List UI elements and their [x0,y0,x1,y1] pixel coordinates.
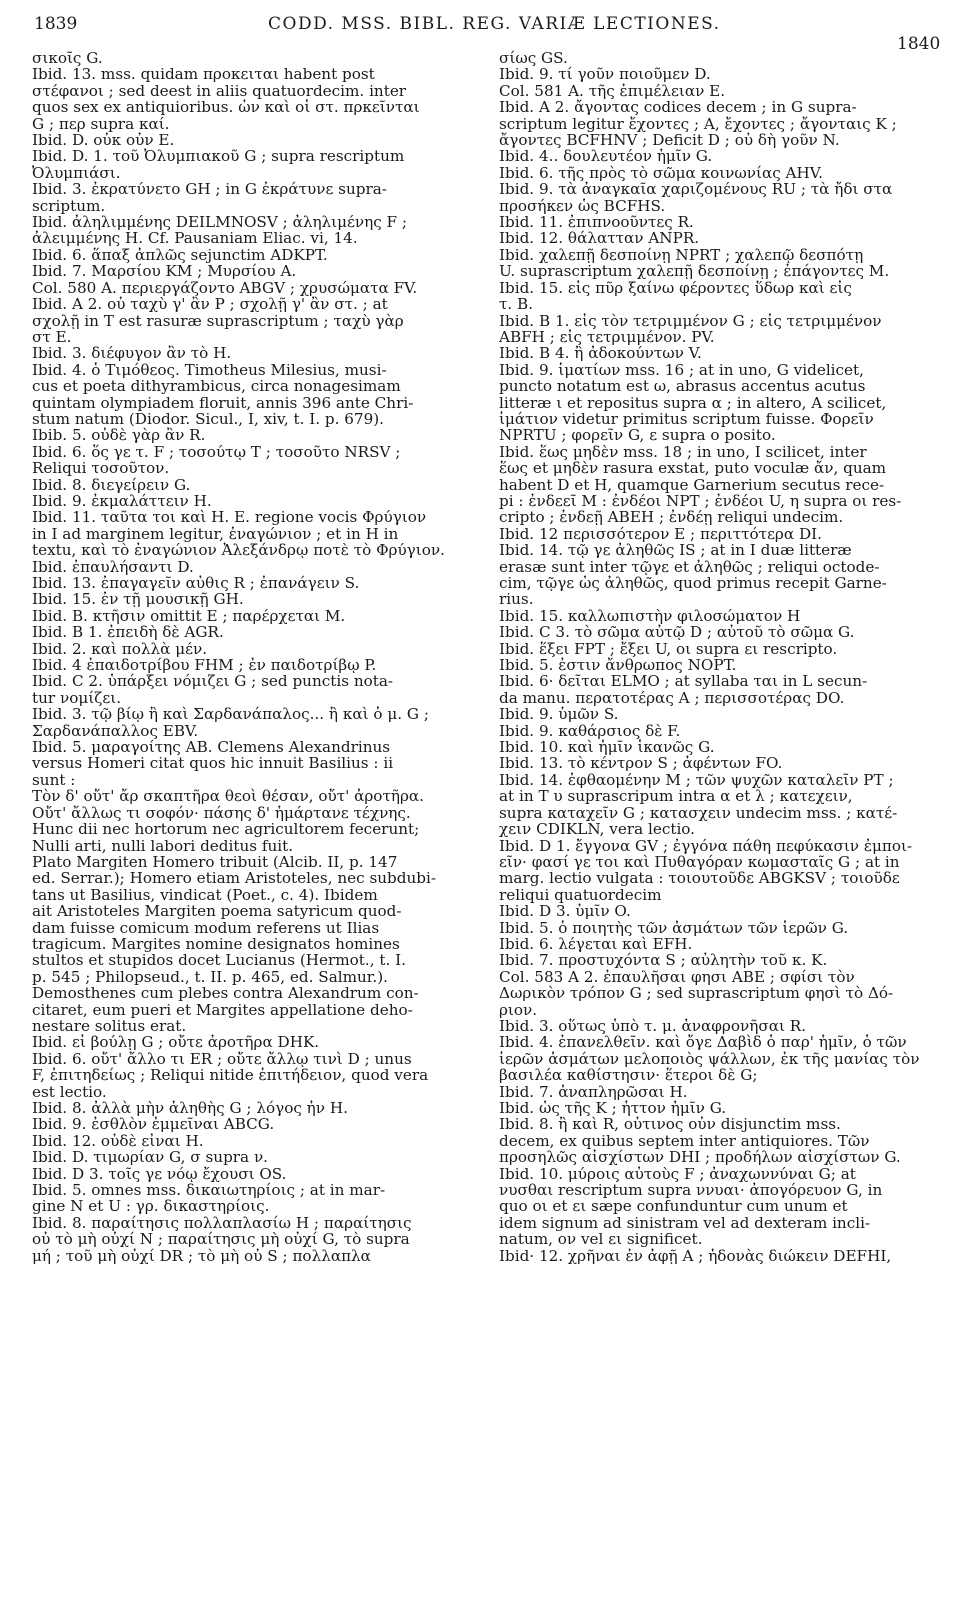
text-line: ριον. [499,1001,538,1018]
text-line: Δωρικὸν τρόπον G ; sed suprascriptum φησὶ τὸ Δό- [499,985,894,1002]
text-line: Ibid. B 4. ἢ ἀδοκούντων V. [499,345,702,362]
text-line: Ibid. 12. θάλατταν ANPR. [499,230,700,247]
text-line: reliqui quatuordecim [499,886,662,904]
text-line: dam fuisse comicum modum referens ut Ilias [32,919,380,936]
text-line: pi : ἐνδεεῖ M : ἐνδέοι NPT ; ἐνδέοι U, η supra οι res- [499,492,902,510]
text-line: supra καταχεῖν G ; κατασχειν undecim mss. ; κατέ- [499,804,898,822]
text-line: Ibid. 3. ἐκρατύνετο GH ; in G ἐκράτυνε supra- [32,181,387,198]
text-line: Nulli arti, nulli labori deditus fuit. [32,837,294,854]
text-line: da manu. περατοτέρας A ; περισσοτέρας DO. [499,689,845,707]
text-line: Ibid. B. κτῆσιν omittit E ; παρέρχεται M. [32,607,346,625]
text-line: marg. lectio vulgata : τοιουτοῦδε ABGKSV ; τοιοῦδε [499,870,900,887]
text-line: Ibid. 9. καθάρσιος δὲ F. [499,722,681,740]
text-line: Ibid. 7. προστυχόντα S ; αὐλητὴν τοῦ κ. K. [499,952,828,969]
text-line: σικοῖς G. [32,50,103,67]
text-line: est lectio. [32,1083,107,1100]
text-line: Ibid. B 1. ἐπειδὴ δὲ AGR. [32,624,224,641]
text-line: puncto notatum est ω, abrasus accentus acutus [499,378,866,395]
text-line: Ibid. 5. omnes mss. δικαιωτηρίοις ; at in mar- [32,1182,386,1199]
text-line: Ibid. 6. ὅς γε τ. F ; τοσούτῳ T ; τοσοῦτο NRSV ; [32,443,401,461]
text-line: gine N et U : γρ. δικαστηρίοις. [32,1198,270,1215]
text-line: tragicum. Margites nomine designatos homines [32,935,400,953]
text-line: Ibid. ἕξει FPT ; ἔξει U, οι supra ει rescripto. [499,640,838,658]
text-line: Ibid. 12. οὐδὲ εἶναι H. [32,1132,204,1150]
text-line: Ibid. ὡς τῆς K ; ἧττον ἡμῖν G. [499,1100,727,1117]
text-line: ed. Serrar.); Homero etiam Aristoteles, nec subdubi- [32,870,436,887]
text-line: Ibid. 5. ἐστιν ἄνθρωπος NOPT. [499,657,737,674]
text-line: tans ut Basilius, vindicat (Poet., c. 4). Ibidem [32,886,378,904]
text-line: Ibid. 14. τῷ γε ἀληθῶς IS ; at in I duæ litteræ [499,542,852,559]
text-line: Ibid. 9. ἱματίων mss. 16 ; at in uno, G videlicet, [499,361,864,379]
text-line: Ibid. D. τιμωρίαν G, σ supra ν. [32,1149,268,1166]
text-line: U. suprascriptum χαλεπῇ δεσποίνῃ ; ἐπάγοντες M. [499,263,890,280]
text-line: Ibid. 15. καλλωπιστὴν φιλοσώματον H [499,607,801,625]
text-line: νυσθαι rescriptum supra ννυαι· ἀπογόρευον G, in [499,1182,883,1199]
text-line: Ibid. 10. καὶ ἡμῖν ἱκανῶς G. [499,739,715,756]
text-line: in I ad marginem legitur, ἐναγώνιον ; et in H in [32,525,399,543]
text-line: στ E. [32,328,72,346]
text-line: Ibid. D. 1. τοῦ Ὀλυμπιακοῦ G ; supra rescriptum [32,148,405,165]
text-line: erasæ sunt inter τῷγε et ἀληθῶς ; reliqui octode- [499,558,880,575]
text-line: Ibid. 13. ἐπαγαγεῖν αὖθις R ; ἐπανάγειν S. [32,575,360,592]
text-line: ἱερῶν ἀσμάτων μελοποιὸς ψάλλων, ἐκ τῆς μανίας τὸν [499,1050,920,1068]
text-line: ABFH ; εἰς τετριμμένον. PV. [499,328,715,346]
text-line: Ibid. 4. ὁ Τιμόθεος. Timotheus Milesius, musi- [32,361,387,379]
text-line: Col. 580 A. περιεργάζοντο ABGV ; χρυσώματα FV. [32,279,418,297]
text-line: Ibid. C 2. ὑπάρξει νόμιζει G ; sed punctis nota- [32,673,394,690]
text-line: ἕως et μηδὲν rasura exstat, puto voculæ ἄν, quam [499,460,887,477]
text-line: scriptum legitur ἔχοντες ; A, ἔχοντες ; ἄγονταις K ; [499,115,897,133]
text-line: Ibid. 4 ἐπαιδοτρίβου FHM ; ἐν παιδοτρίβῳ P. [32,657,377,674]
page-number-left: 1839 [34,14,78,34]
text-line: χειν CDIKLN, vera lectio. [499,821,696,838]
text-line: habent D et H, quamque Garnerium secutus rece- [499,476,885,493]
text-line: Ibid. 9. τὰ ἀναγκαῖα χαριζομένους RU ; τὰ ἤδι στα [499,181,893,198]
text-line: Ibid. 3. οὕτως ὑπὸ τ. μ. ἀναφρονῆσαι R. [499,1017,806,1035]
text-line: Ibid. B 1. εἰς τὸν τετριμμένον G ; εἰς τετριμμένον [499,312,882,329]
text-line: Ibid. 2. καὶ πολλὰ μέν. [32,640,208,658]
text-line: Ibid. 15. ἐν τῇ μουσικῇ GH. [32,591,244,608]
text-line: Ibid. D 1. ἔγγονα GV ; ἐγγόνα πάθη πεφύκασιν ἐμποι- [499,837,913,854]
text-line: scriptum. [32,197,106,215]
text-line: Ibid. 8. διεγείρειν G. [32,476,191,493]
text-line: εῖν· φασί γε τοι καὶ Πυθαγόραν κωμασταῖς G ; at in [499,853,900,871]
text-line: Ibid. 13. mss. quidam προκειται habent post [32,66,375,83]
text-line: citaret, eum pueri et Margites appellatione deho- [32,1001,413,1018]
text-line: idem signum ad sinistram vel ad dexteram incli- [499,1214,871,1232]
text-line: cus et poeta dithyrambicus, circa nonagesimam [32,378,401,395]
text-line: F, ἐπιτηδείως ; Reliqui nitide ἐπιτήδειον, quod vera [32,1067,429,1084]
text-line: Ibid. 7. Μαρσίου KM ; Μυρσίου A. [32,263,297,280]
text-line: Ibid. 9. ὑμῶν S. [499,706,619,723]
text-line: Ibid. 14. ἐφθαομένην M ; τῶν ψυχῶν καταλεῖν PT ; [499,771,894,789]
text-line: Ibid. D 3. τοῖς γε νόῳ ἔχουσι OS. [32,1165,287,1183]
text-line: Plato Margiten Homero tribuit (Alcib. II, p. 147 [32,853,398,871]
text-line: βασιλέα καθίστησιν· ἕτεροι δὲ G; [499,1067,758,1084]
text-line: cim, τῷγε ὡς ἀληθῶς, quod primus recepit Garne- [499,575,887,592]
text-line: Ibid. 15. εἰς πῦρ ξαίνω φέροντες ὕδωρ καὶ εἰς [499,279,852,297]
text-line: Ibid. 9. τί γοῦν ποιοῦμεν D. [499,66,711,83]
text-line: textu, καὶ τὸ ἐναγώνιον Ἀλεξάνδρῳ ποτὲ τὸ Φρύγιον. [32,542,445,559]
text-line: Ibid. 5. ὁ ποιητὴς τῶν ἀσμάτων τῶν ἱερῶν G. [499,919,849,936]
text-line: Ibid. A 2. οὐ ταχὺ γ' ἂν P ; σχολῇ γ' ἂν στ. ; at [32,296,388,313]
text-line: Οὔτ' ἄλλως τι σοφόν· πάσης δ' ἡμάρτανε τέχνης. [32,804,411,822]
text-line: Ὀλυμπιάσι. [32,164,121,182]
text-line: Col. 583 A 2. ἐπαυλῆσαι φησι ABE ; σφίσι τὸν [499,968,855,986]
text-line: Ibid. 3. τῷ βίῳ ἢ καὶ Σαρδανάπαλος... ἢ καὶ ὁ μ. G ; [32,706,429,723]
text-line: ἄγοντες BCFHNV ; Deficit D ; οὐ δὴ γοῦν N. [499,132,840,149]
page-number-right: 1840 [897,34,941,54]
text-line: Ibid. 8. ἢ καὶ R, οὐτινος οὖν disjunctim mss. [499,1116,841,1133]
text-line: Hunc dii nec hortorum nec agricultorem fecerunt; [32,821,420,838]
text-line: Ibid. 4. ἐπανελθεῖν. καὶ ὄγε Δαβὶδ ὁ παρ' ἡμῖν, ὁ τῶν [499,1034,907,1051]
text-line: ἀλειμμένης H. Cf. Pausaniam Eliac. vi, 14. [32,230,358,247]
text-line: Ibid. 4.. δουλευτέον ἡμῖν G. [499,148,713,165]
text-line: Τὸν δ' οὔτ' ἄρ σκαπτῆρα θεοὶ θέσαν, οὔτ' ἀροτῆρα. [32,788,424,805]
text-line: Ibid. ἀληλιμμένης DEILMNOSV ; ἀληλιμένης F ; [32,214,408,231]
text-line: versus Homeri citat quos hic innuit Basilius : ii [32,755,394,772]
text-line: Ibid. 6· δεῖται ELMO ; at syllaba ται in L secun- [499,673,868,690]
text-line: σχολῇ in T est rasuræ suprascriptum ; ταχὺ γὰρ [32,312,404,329]
text-line: quos sex ex antiquioribus. ὧν καὶ οἱ στ. πρκεῖνται [32,99,420,116]
text-line: Ibid. 7. ἀναπληρῶσαι H. [499,1083,688,1100]
text-line: quintam olympiadem floruit, annis 396 ante Chri- [32,394,414,411]
text-line: Ibid. 6. λέγεται καὶ EFH. [499,935,693,953]
text-line: stultos et stupidos docet Lucianus (Hermot., t. I. [32,952,406,969]
left-column [32,50,472,1264]
text-line: Ibid. 9. ἐσθλὸν ἐμμεῖναι ABCG. [32,1116,275,1133]
text-line: natum, ον vel ει significet. [499,1231,703,1248]
text-line: Ibid. 8. ἀλλὰ μὴν ἀληθὴς G ; λόγος ἦν H. [32,1100,348,1117]
text-line: Ibid. 5. μαραγοίτης AB. Clemens Alexandrinus [32,739,391,756]
text-line: Demosthenes cum plebes contra Alexandrum con- [32,985,419,1002]
text-line: quo οι et ει sæpe confunduntur cum unum et [499,1198,848,1215]
text-line: μή ; τοῦ μὴ οὐχί DR ; τὸ μὴ οὐ S ; πολλαπλα [32,1247,371,1265]
running-title: CODD. MSS. BIBL. REG. VARIÆ LECTIONES. [268,14,721,34]
text-line: Ibid. 9. ἐκμαλάττειν H. [32,492,212,510]
text-line: Ibid. 13. τὸ κέντρον S ; ἀφέντων FO. [499,755,783,772]
text-line: rius. [499,591,534,608]
text-line: decem, ex quibus septem inter antiquiores. Τῶν [499,1132,870,1150]
text-line: ἱμάτιον videtur primitus scriptum fuisse. Φορεῖν [499,410,874,428]
text-line: Ibid. 11. ἐπιπνοοῦντες R. [499,214,694,231]
right-column [499,50,939,1264]
text-line: Ibid· 12. χρῆναι ἐν ἀφῇ A ; ἡδονὰς διώκειν DEFHI, [499,1247,892,1265]
text-line: Ibid. ἐπαυλήσαντι D. [32,558,194,575]
text-line: at in T υ suprascripum intra α et λ ; κατεχειν, [499,788,853,805]
text-line: cripto ; ἐνδεῇ ABEH ; ἐνδέῃ reliqui undecim. [499,509,844,526]
text-line: Ibib. 5. οὐδὲ γὰρ ἂν R. [32,427,206,444]
text-line: ait Aristoteles Margiten poema satyricum quod- [32,903,402,920]
text-line: προσηλῶς αἰσχίστων DHI ; προδήλων αἰσχίστων G. [499,1149,901,1166]
text-line: Ibid. 6. ἅπαξ ἁπλῶς sejunctim ADKPT. [32,246,328,264]
text-line: Ibid. 6. οὔτ' ἄλλο τι ER ; οὔτε ἄλλῳ τινὶ D ; unus [32,1050,412,1068]
text-line: Ibid. 11. ταῦτα τοι καὶ H. E. regione vocis Φρύγιον [32,509,427,526]
text-line: Reliqui τοσοῦτον. [32,460,170,477]
text-line: Ibid. D. οὐκ οὖν E. [32,132,175,149]
text-line: σίως GS. [499,50,568,67]
text-line: τ. B. [499,296,534,313]
text-line: Ibid. C 3. τὸ σῶμα αὐτῷ D ; αὐτοῦ τὸ σῶμα G. [499,624,855,641]
text-line: p. 545 ; Philopseud., t. II. p. 465, ed. Salmur.). [32,968,388,986]
text-line: Ibid. 6. τῆς πρὸς τὸ σῶμα κοινωνίας AHV. [499,164,823,182]
text-line: tur νομίζει. [32,689,122,707]
text-line: Ibid. D 3. ὑμῖν O. [499,903,631,920]
text-line: Ibid. A 2. ἄγοντας codices decem ; in G supra- [499,99,857,116]
text-line: sunt : [32,771,76,789]
text-line: Σαρδανάπαλλος EBV. [32,722,199,740]
text-line: Ibid. 10. μύροις αὐτοὺς F ; ἀναχωννύναι G; at [499,1165,856,1183]
text-line: Ibid. 12 περισσότερον E ; περιττότερα DI. [499,525,822,543]
text-line: stum natum (Diodor. Sicul., I, xiv, t. I. p. 679). [32,410,385,428]
text-line: προσήκεν ὡς BCFHS. [499,197,666,215]
text-line: Col. 581 A. τῆς ἐπιμέλειαν E. [499,82,726,100]
text-line: στέφανοι ; sed deest in aliis quatuordecim. inter [32,82,407,100]
text-line: Ibid. 8. παραίτησις πολλαπλασίω H ; παραίτησις [32,1214,412,1232]
text-line: G ; περ supra καί. [32,115,170,133]
text-line: Ibid. χαλεπῇ δεσποίνῃ NPRT ; χαλεπῷ δεσπότῃ [499,246,864,264]
text-line: Ibid. 3. διέφυγον ἂν τὸ H. [32,345,232,362]
text-line: Ibid. ἕως μηδὲν mss. 18 ; in uno, I scilicet, inter [499,443,867,461]
text-line: Ibid. εἰ βούλῃ G ; οὔτε ἀροτῆρα DHK. [32,1034,320,1051]
text-line: nestare solitus erat. [32,1017,187,1035]
text-line: NPRTU ; φορεῖν G, ε supra ο posito. [499,427,776,444]
text-line: οὐ τὸ μὴ οὐχί N ; παραίτησις μὴ οὐχί G, τὸ supra [32,1231,410,1248]
text-line: litteræ ι et repositus supra α ; in altero, A scilicet, [499,394,887,411]
